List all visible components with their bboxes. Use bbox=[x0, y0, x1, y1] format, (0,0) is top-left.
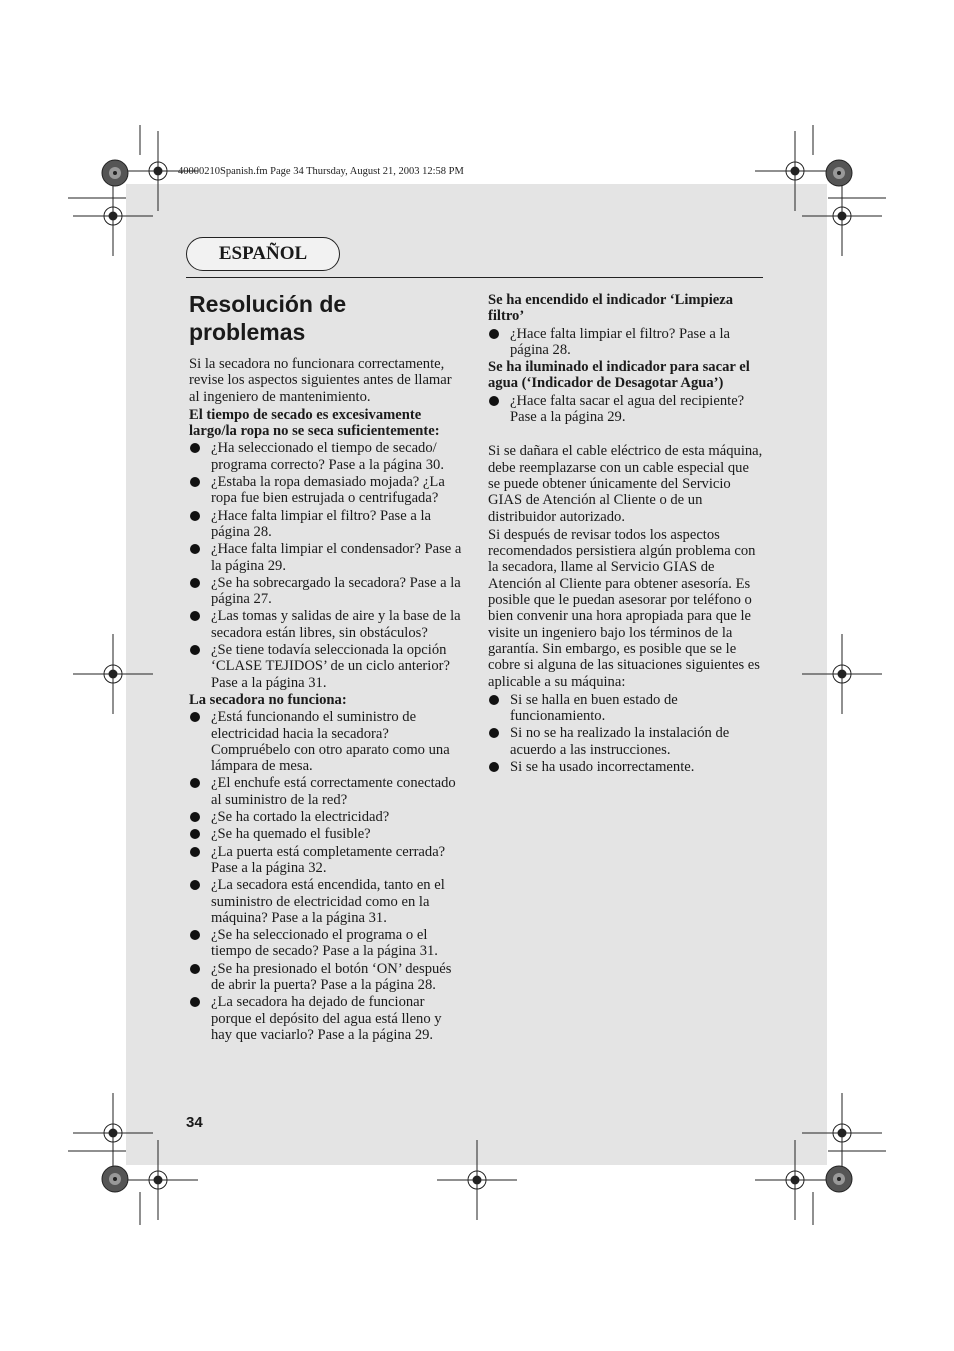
bullet-icon bbox=[190, 712, 200, 722]
spacer bbox=[488, 426, 764, 443]
list-item: ¿La secadora está encendida, tanto en el suministro de electricidad como en la máquina? Pase a la página 31. bbox=[189, 877, 465, 926]
bullet-icon bbox=[190, 443, 200, 453]
bullet-icon bbox=[489, 396, 499, 406]
list-item: ¿El enchufe está correctamente conectado al suministro de la red? bbox=[189, 775, 465, 808]
bullet-icon bbox=[489, 728, 499, 738]
list-item: Si se halla en buen estado de funcionamiento. bbox=[488, 692, 764, 725]
bullet-icon bbox=[190, 847, 200, 857]
bullet-icon bbox=[190, 829, 200, 839]
list-item: ¿Las tomas y salidas de aire y la base de la secadora están libres, sin obstáculos? bbox=[189, 608, 465, 641]
section-heading: Se ha encendido el indicador ‘Limpieza filtro’ bbox=[488, 292, 734, 325]
section-heading: El tiempo de secado es excesivamente largo/la ropa no se seca suficientemente: bbox=[189, 406, 440, 440]
bullet-list bbox=[488, 326, 764, 359]
list-item: ¿La puerta está completamente cerrada? Pase a la página 32. bbox=[189, 844, 465, 877]
language-label: ESPAÑOL bbox=[218, 243, 308, 264]
crosshair-icon bbox=[802, 1093, 882, 1173]
list-item: ¿Estaba la ropa demasiado mojada? ¿La ropa fue bien estrujada o centrifugada? bbox=[189, 474, 465, 507]
page-number: 34 bbox=[186, 1114, 203, 1131]
crosshair-icon bbox=[802, 176, 882, 256]
bullet-list bbox=[189, 709, 465, 1043]
language-tab bbox=[186, 237, 340, 271]
right-column bbox=[488, 292, 764, 776]
list-item: ¿La secadora ha dejado de funcionar porque el depósito del agua está lleno y hay que vaciarlo? Pase a la página 29. bbox=[189, 994, 465, 1043]
color-wheel-icon bbox=[102, 1166, 128, 1192]
crosshair-icon bbox=[73, 176, 153, 256]
bullet-icon bbox=[190, 964, 200, 974]
bullet-icon bbox=[190, 645, 200, 655]
list-item: ¿Se ha quemado el fusible? bbox=[189, 826, 465, 842]
bullet-icon bbox=[190, 578, 200, 588]
bullet-icon bbox=[190, 778, 200, 788]
bullet-list bbox=[488, 393, 764, 426]
bullet-icon bbox=[190, 477, 200, 487]
intro-paragraph: Si la secadora no funcionara correctamente, revise los aspectos siguientes antes de llamar al ingeniero de mantenimiento. bbox=[189, 356, 452, 405]
list-item: ¿Hace falta limpiar el condensador? Pase a la página 29. bbox=[189, 541, 465, 574]
cable-paragraph: Si se dañara el cable eléctrico de esta máquina, debe reemplazarse con un cable especial que se puede obtener únicamente del Servicio GIAS de Atención al Cliente o de un distribuidor autorizado. bbox=[488, 443, 763, 525]
bullet-icon bbox=[190, 880, 200, 890]
color-wheel-icon bbox=[826, 1166, 852, 1192]
bullet-list bbox=[189, 440, 465, 690]
list-item: ¿Está funcionando el suministro de electricidad hacia la secadora? Compruébelo con otro aparato como una lámpara de mesa. bbox=[189, 709, 465, 774]
list-item: ¿Se ha seleccionado el programa o el tiempo de secado? Pase a la página 31. bbox=[189, 927, 465, 960]
bullet-icon bbox=[190, 997, 200, 1007]
file-stamp: 40000210Spanish.fm Page 34 Thursday, August 21, 2003 12:58 PM bbox=[178, 166, 464, 177]
list-item: ¿Se tiene todavía seleccionada la opción ‘CLASE TEJIDOS’ de un ciclo anterior? Pase a la página 31. bbox=[189, 642, 465, 691]
bullet-icon bbox=[190, 611, 200, 621]
left-column bbox=[189, 290, 465, 1044]
header-rule bbox=[186, 277, 763, 278]
page-title: Resolución de problemas bbox=[189, 291, 347, 345]
crosshair-icon bbox=[73, 634, 153, 714]
bullet-icon bbox=[190, 511, 200, 521]
crosshair-icon bbox=[802, 634, 882, 714]
bullet-icon bbox=[190, 812, 200, 822]
service-paragraph: Si después de revisar todos los aspectos recomendados persistiera algún problema con la secadora, llame al Servicio GIAS de Atención al Cliente para obtener asesoría. Es posible que le puedan asesorar por teléfono o bien convenir una hora apropiada para que le visite un ingeniero bajo los términos de la garantía. Sin embargo, es posible que se le cobre si alguna de las situaciones siguientes es aplicable a su máquina: bbox=[488, 526, 760, 690]
crosshair-icon bbox=[755, 131, 835, 211]
list-item: ¿Se ha presionado el botón ‘ON’ después de abrir la puerta? Pase a la página 28. bbox=[189, 961, 465, 994]
bullet-icon bbox=[489, 762, 499, 772]
crosshair-icon bbox=[73, 1093, 153, 1173]
list-item: ¿Hace falta limpiar el filtro? Pase a la página 28. bbox=[189, 508, 465, 541]
crosshair-icon bbox=[755, 1140, 835, 1220]
bullet-icon bbox=[190, 930, 200, 940]
color-wheel-icon bbox=[826, 160, 852, 186]
list-item: ¿Hace falta sacar el agua del recipiente? Pase a la página 29. bbox=[488, 393, 764, 426]
section-heading: Se ha iluminado el indicador para sacar el agua (‘Indicador de Desagotar Agua’) bbox=[488, 359, 750, 392]
section-heading: La secadora no funciona: bbox=[189, 691, 347, 708]
list-item: ¿Hace falta limpiar el filtro? Pase a la página 28. bbox=[488, 326, 764, 359]
bullet-list bbox=[488, 692, 764, 775]
crosshair-icon bbox=[118, 1140, 198, 1220]
list-item: Si no se ha realizado la instalación de acuerdo a las instrucciones. bbox=[488, 725, 764, 758]
list-item: ¿Ha seleccionado el tiempo de secado/ programa correcto? Pase a la página 30. bbox=[189, 440, 465, 473]
crosshair-icon bbox=[437, 1140, 517, 1220]
list-item: ¿Se ha sobrecargado la secadora? Pase a la página 27. bbox=[189, 575, 465, 608]
bullet-icon bbox=[489, 329, 499, 339]
list-item: ¿Se ha cortado la electricidad? bbox=[189, 809, 465, 825]
color-wheel-icon bbox=[102, 160, 128, 186]
bullet-icon bbox=[190, 544, 200, 554]
bullet-icon bbox=[489, 695, 499, 705]
list-item: Si se ha usado incorrectamente. bbox=[488, 759, 764, 775]
